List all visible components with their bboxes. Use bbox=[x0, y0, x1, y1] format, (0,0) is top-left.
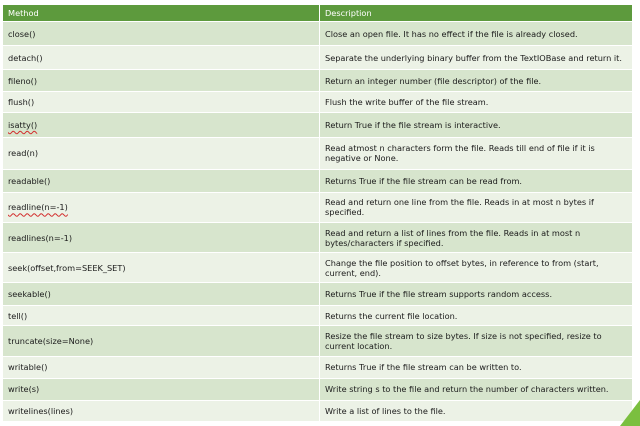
table-row bbox=[3, 356, 633, 378]
table-row bbox=[3, 137, 633, 169]
method-cell: close() bbox=[3, 22, 320, 46]
description-cell: Close an open file. It has no effect if the file is already closed. bbox=[320, 22, 633, 46]
method-cell: seekable() bbox=[3, 283, 320, 306]
description-cell: Write string s to the file and return the number of characters written. bbox=[320, 378, 633, 400]
description-cell: Change the file position to offset bytes, in reference to from (start, current, end). bbox=[320, 253, 633, 283]
description-cell: Returns True if the file stream can be read from. bbox=[320, 169, 633, 192]
method-cell: fileno() bbox=[3, 70, 320, 92]
description-cell: Flush the write buffer of the file stream. bbox=[320, 92, 633, 113]
table-row bbox=[3, 283, 633, 306]
method-cell: seek(offset,from=SEEK_SET) bbox=[3, 253, 320, 283]
table-row bbox=[3, 400, 633, 421]
table-row bbox=[3, 222, 633, 252]
description-cell: Returns the current file location. bbox=[320, 306, 633, 326]
method-cell: flush() bbox=[3, 92, 320, 113]
method-cell: readline(n=-1) bbox=[3, 192, 320, 222]
table-row bbox=[3, 113, 633, 137]
table-row bbox=[3, 46, 633, 70]
description-column-header: Description bbox=[320, 5, 633, 22]
method-cell: writable() bbox=[3, 356, 320, 378]
table-row bbox=[3, 378, 633, 400]
table-row bbox=[3, 70, 633, 92]
method-cell: write(s) bbox=[3, 378, 320, 400]
method-cell: readlines(n=-1) bbox=[3, 222, 320, 252]
table-row bbox=[3, 192, 633, 222]
method-cell: truncate(size=None) bbox=[3, 326, 320, 356]
table-row bbox=[3, 326, 633, 356]
description-cell: Separate the underlying binary buffer from the TextIOBase and return it. bbox=[320, 46, 633, 70]
description-cell: Returns True if the file stream can be written to. bbox=[320, 356, 633, 378]
table-row bbox=[3, 253, 633, 283]
description-cell: Read and return one line from the file. Reads in at most n bytes if specified. bbox=[320, 192, 633, 222]
method-cell: writelines(lines) bbox=[3, 400, 320, 421]
description-cell: Read and return a list of lines from the file. Reads in at most n bytes/characters if specified. bbox=[320, 222, 633, 252]
method-cell: readable() bbox=[3, 169, 320, 192]
method-column-header: Method bbox=[3, 5, 320, 22]
description-cell: Return True if the file stream is interactive. bbox=[320, 113, 633, 137]
table-row bbox=[3, 22, 633, 46]
description-cell: Return an integer number (file descriptor) of the file. bbox=[320, 70, 633, 92]
description-cell: Resize the file stream to size bytes. If size is not specified, resize to current location. bbox=[320, 326, 633, 356]
table-row bbox=[3, 306, 633, 326]
corner-triangle-decoration bbox=[620, 400, 640, 426]
method-cell: tell() bbox=[3, 306, 320, 326]
table-row bbox=[3, 169, 633, 192]
method-cell: isatty() bbox=[3, 113, 320, 137]
method-cell: read(n) bbox=[3, 137, 320, 169]
description-cell: Read atmost n characters form the file. Reads till end of file if it is negative or None. bbox=[320, 137, 633, 169]
method-cell: detach() bbox=[3, 46, 320, 70]
methods-table bbox=[2, 4, 633, 422]
description-cell: Returns True if the file stream supports random access. bbox=[320, 283, 633, 306]
description-cell: Write a list of lines to the file. bbox=[320, 400, 633, 421]
table-header-row bbox=[3, 5, 633, 22]
table-row bbox=[3, 92, 633, 113]
